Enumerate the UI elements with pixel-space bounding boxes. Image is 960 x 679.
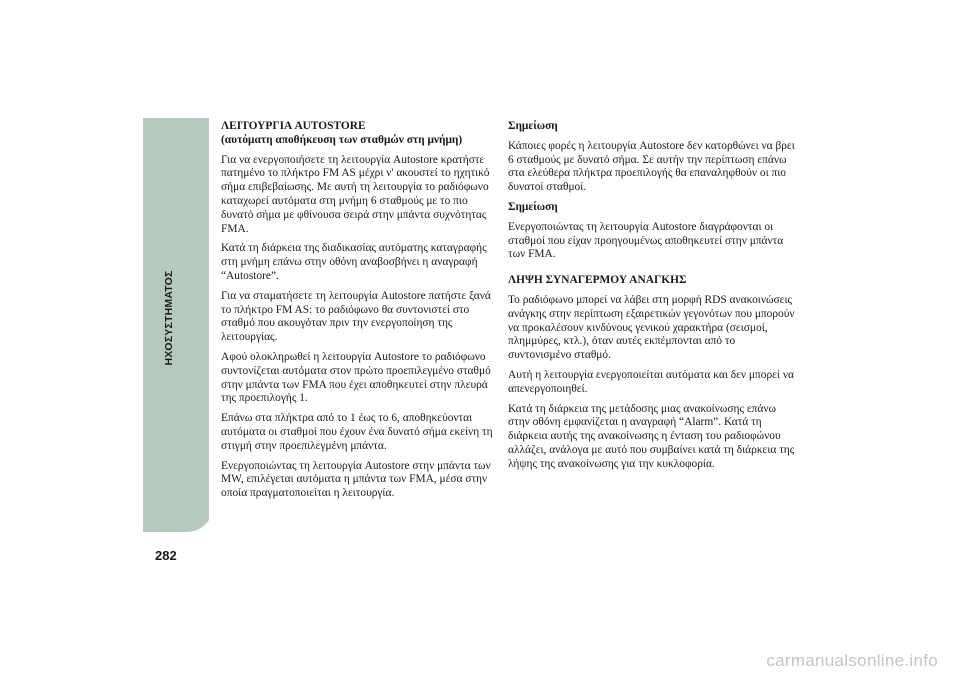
paragraph: Το ραδιόφωνο μπορεί να λάβει στη μορφή RDS ανακοινώσεις ανάγκης στην περίπτωση εξαιρετικών γεγονότων που μπορούν να προκαλέσουν κινδύνους γενικού χαρακτήρα (σεισμοί, πλημμύρες, κτλ.), όταν αυτές εκπέμπονται από το συντονισμένο σταθμό. bbox=[508, 293, 795, 362]
paragraph: Ενεργοποιώντας τη λειτουργία Autostore στην μπάντα των MW, επιλέγεται αυτόματα η μπάντα των FMA, μέσα στην οποία πραγματοποιείται η λειτουργία. bbox=[221, 459, 491, 500]
note-heading: Σημείωση bbox=[508, 200, 558, 213]
section-tab bbox=[143, 118, 213, 532]
note-text: Κάποιες φορές η λειτουργία Autostore δεν κατορθώνει να βρει 6 σταθμούς με δυνατό σήμα. Σε αυτήν την περίπτωση επάνω στα ελεύθερα πλήκτρα προεπιλογής θα επαναληφθούν οι πιο δυνατοί σταθμοί. bbox=[508, 139, 795, 194]
right-column bbox=[508, 120, 798, 478]
autostore-heading bbox=[221, 120, 493, 148]
section-label: ΗΧΟΣΥΣΤΗΜΑΤΟΣ bbox=[163, 270, 175, 366]
paragraph: Κατά τη διάρκεια της μετάδοσης μιας ανακοίνωσης επάνω στην οθόνη εμφανίζεται η αναγραφή “Alarm”. Κατά τη διάρκεια αυτής της ανακοίνωσης η ένταση του ραδιοφώνου αλλάζει, ανάλογα με αυτό που συμβαίνει κατά τη διάρκεια της λήψης της ανακοίνωσης για την κυκλοφορία. bbox=[508, 402, 795, 470]
paragraph: Για να σταματήσετε τη λειτουργία Autostore πατήστε ξανά το πλήκτρο FM AS: το ραδιόφωνο θα συντονιστεί στο σταθμό που ακουγόταν πριν την ενεργοποίηση της λειτουργίας. bbox=[221, 289, 491, 344]
paragraph: Αφού ολοκληρωθεί η λειτουργία Autostore το ραδιόφωνο συντονίζεται αυτόματα στον πρώτο προεπιλεγμένο σταθμό στην μπάντα των FMA που έχει αποθηκευτεί στην πλευρά της προεπιλογής 1. bbox=[221, 350, 491, 405]
autostore-heading-title: ΛΕΙΤΟΥΡΓΙΑ AUTOSTORE bbox=[221, 120, 366, 132]
note-text: Ενεργοποιώντας τη λειτουργία Autostore διαγράφονται οι σταθμοί που είχαν προηγουμένως αποθηκευτεί στην μπάντα των FMA. bbox=[508, 220, 784, 261]
note-heading: Σημείωση bbox=[508, 120, 558, 132]
page-number: 282 bbox=[155, 548, 177, 563]
paragraph: Επάνω στα πλήκτρα από το 1 έως το 6, αποθηκεύονται αυτόματα οι σταθμοί που έχουν ένα δυνατό σήμα εκείνη τη στιγμή στην προεπιλεγμένη μπάντα. bbox=[221, 412, 493, 452]
paragraph: Για να ενεργοποιήσετε τη λειτουργία Autostore κρατήστε πατημένο το πλήκτρο FM AS μέχρι ν' ακουστεί το ηχητικό σήμα επιβεβαίωσης. Με αυτή τη λειτουργία το ραδιόφωνο καταχωρεί αυτόματα στη μνήμη 6 σταθμούς με το πιο δυνατό σήμα με φθίνουσα σειρά στην μπάντα συχνότητας FMA. bbox=[221, 153, 490, 235]
left-column bbox=[221, 120, 493, 507]
autostore-heading-subtitle: (αυτόματη αποθήκευση των σταθμών στη μνήμη) bbox=[221, 133, 463, 146]
paragraph: Αυτή η λειτουργία ενεργοποιείται αυτόματα και δεν μπορεί να απενεργοποιηθεί. bbox=[508, 368, 794, 395]
watermark: carmanualsonline.info bbox=[766, 651, 938, 670]
emergency-alarm-heading: ΛΗΨΗ ΣΥΝΑΓΕΡΜΟΥ ΑΝΑΓΚΗΣ bbox=[508, 274, 687, 287]
paragraph: Κατά τη διάρκεια της διαδικασίας αυτόματης καταγραφής στη μνήμη επάνω στην οθόνη αναβοσβήνει η αναγραφή “Autostore”. bbox=[221, 242, 487, 282]
